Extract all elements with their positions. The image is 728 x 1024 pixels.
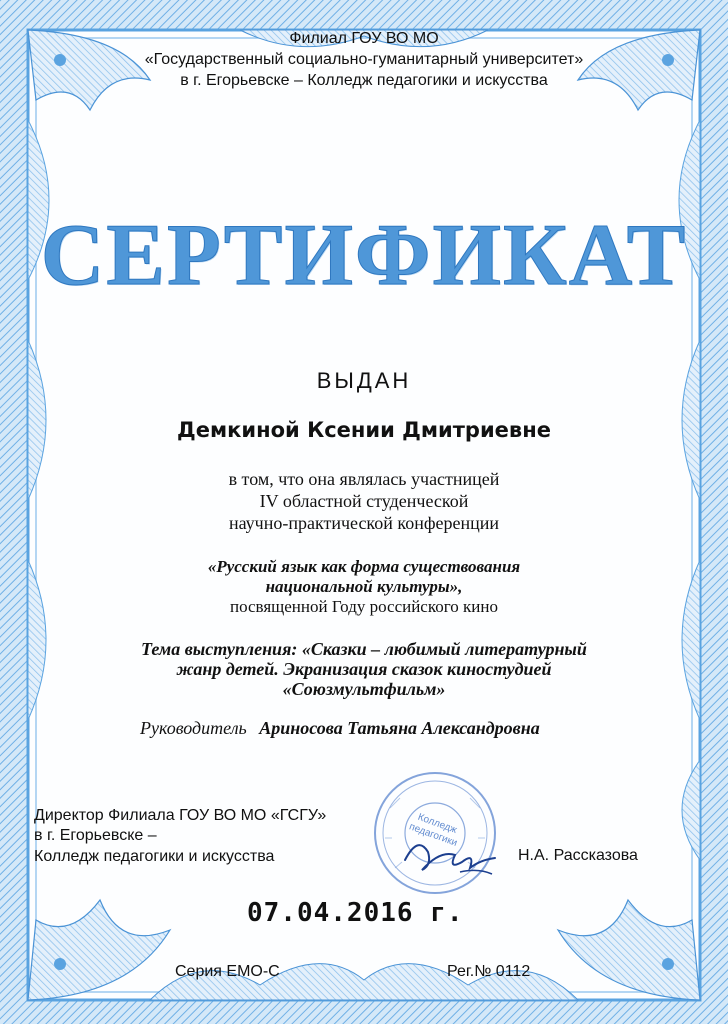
registration-number: Рег.№ 0112: [447, 963, 531, 980]
statement-line-3: научно-практической конференции: [228, 513, 500, 533]
header-line-3: в г. Егорьевске – Колледж педагогики и искусства: [180, 72, 548, 89]
director-line-1: Директор Филиала ГОУ ВО МО «ГСГУ»: [34, 807, 327, 824]
issued-label: ВЫДАН: [316, 368, 412, 393]
topic-line-3: «Союзмультфильм»: [282, 679, 446, 699]
recipient-name: Демкиной Ксении Дмитриевне: [177, 418, 551, 442]
conference-name-line-2: национальной культуры»,: [265, 577, 463, 596]
issue-date: 07.04.2016 г.: [247, 898, 464, 928]
director-signature: [400, 830, 500, 880]
conference-dedication: посвященной Году российского кино: [229, 597, 498, 616]
director-line-2: в г. Егорьевске –: [34, 827, 157, 844]
topic-line-2: жанр детей. Экранизация сказок киностудией: [176, 659, 552, 679]
supervisor-label: Руководитель: [140, 718, 247, 738]
statement-line-1: в том, что она являлась участницей: [228, 469, 500, 489]
supervisor-line: [140, 718, 700, 739]
director-name: Н.А. Рассказова: [518, 847, 638, 864]
certificate-title: СЕРТИФИКАТ: [40, 207, 688, 304]
series-number: Серия ЕМО-С: [175, 963, 280, 980]
supervisor-name: Ариносова Татьяна Александровна: [259, 718, 540, 738]
stamp-text: Колледж педагогики: [407, 811, 459, 849]
header-line-1: Филиал ГОУ ВО МО: [289, 30, 439, 47]
header-line-2: «Государственный социально-гуманитарный университет»: [144, 51, 584, 68]
topic-line-1: Тема выступления: «Сказки – любимый литературный: [141, 639, 587, 659]
director-line-3: Колледж педагогики и искусства: [34, 848, 275, 865]
conference-name-line-1: «Русский язык как форма существования: [207, 557, 521, 576]
statement-line-2: IV областной студенческой: [259, 491, 469, 511]
